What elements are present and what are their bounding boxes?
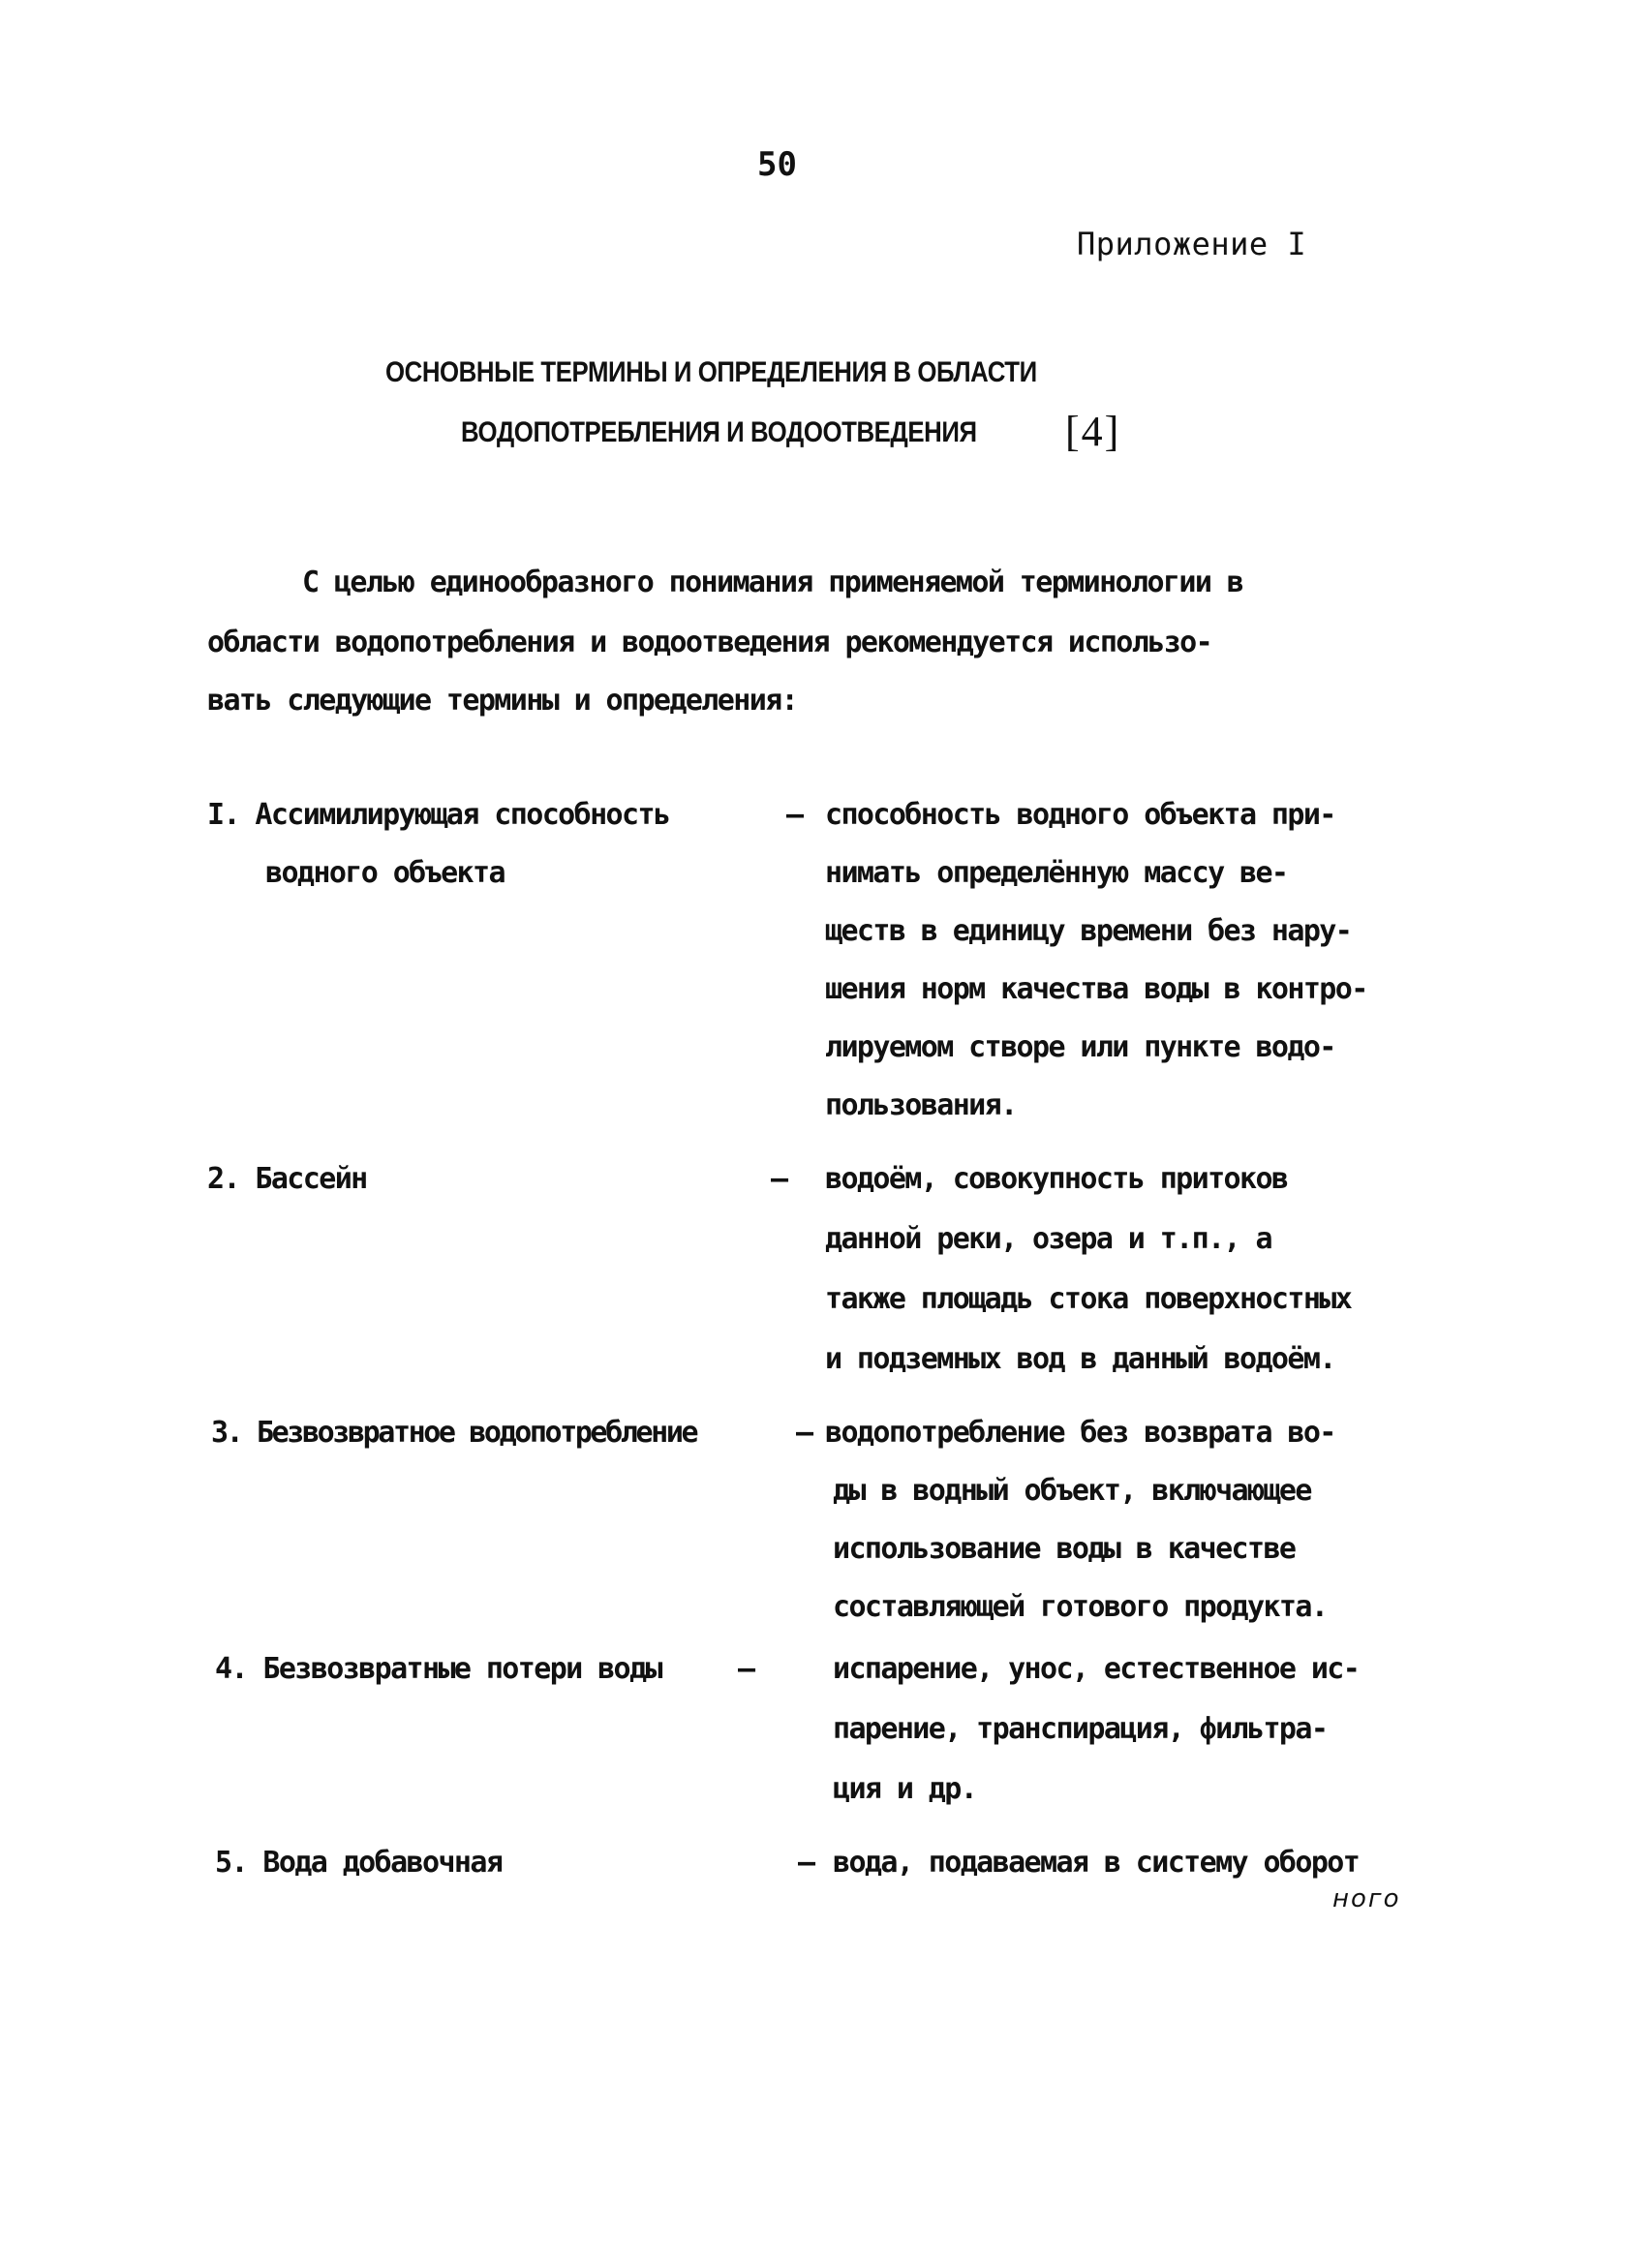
heading-line-1: ОСНОВНЫЕ ТЕРМИНЫ И ОПРЕДЕЛЕНИЯ В ОБЛАСТИ <box>385 356 1037 388</box>
definition-1-line: пользования. <box>825 1088 1017 1122</box>
term-4: 4. Безвозвратные потери воды <box>215 1652 661 1686</box>
term-2: 2. Бассейн <box>207 1162 367 1196</box>
definition-4-line: ция и др. <box>833 1772 977 1806</box>
definition-1-line: нимать определённую массу ве- <box>825 856 1288 890</box>
appendix-label: Приложение I <box>1077 226 1307 262</box>
definition-3-line: водопотребление без возврата во- <box>825 1416 1335 1450</box>
term-1-line-1: I. Ассимилирующая способность <box>207 798 670 832</box>
term-2-dash: – <box>771 1162 787 1196</box>
definition-1-line: шения норм качества воды в контро- <box>825 972 1367 1006</box>
intro-line: области водопотребления и водоотведения рекомендуется использо- <box>207 626 1212 659</box>
definition-2-line: данной реки, озера и т.п., а <box>825 1222 1271 1256</box>
heading-reference: [4] <box>1065 408 1121 455</box>
definition-1-line: ществ в единицу времени без нару- <box>825 914 1352 948</box>
term-5-dash: – <box>798 1846 814 1880</box>
definition-2-line: также площадь стока поверхностных <box>825 1282 1352 1316</box>
term-1-dash: – <box>786 798 803 832</box>
definition-3-line: ды в водный объект, включающее <box>833 1474 1311 1508</box>
intro-line: вать следующие термины и определения: <box>207 684 798 718</box>
definition-2-line: водоём, совокупность притоков <box>825 1162 1288 1196</box>
definition-3-line: использование воды в качестве <box>833 1532 1296 1566</box>
definition-1-line: способность водного объекта при- <box>825 798 1335 832</box>
definition-1-line: лируемом створе или пункте водо- <box>825 1030 1335 1064</box>
definition-4-line: парение, транспирация, фильтра- <box>833 1712 1328 1746</box>
page-number: 50 <box>757 145 797 184</box>
definition-3-line: составляющей готового продукта. <box>833 1590 1328 1624</box>
definition-5-line: вода, подаваемая в систему оборот <box>833 1846 1360 1880</box>
term-1-line-2: водного объекта <box>265 856 505 890</box>
term-3-dash: – <box>796 1416 812 1450</box>
term-4-dash: – <box>738 1652 754 1686</box>
definition-4-line: испарение, унос, естественное ис- <box>833 1652 1360 1686</box>
heading-line-2: ВОДОПОТРЕБЛЕНИЯ И ВОДООТВЕДЕНИЯ <box>461 416 977 448</box>
definition-2-line: и подземных вод в данный водоём. <box>825 1342 1335 1376</box>
intro-line: С целью единообразного понимания применяемой терминологии в <box>302 566 1243 599</box>
definition-5-handwritten-continuation: ного <box>1332 1884 1401 1913</box>
term-5: 5. Вода добавочная <box>215 1846 503 1880</box>
term-3: 3. Безвозвратное водопотребление <box>211 1416 697 1450</box>
